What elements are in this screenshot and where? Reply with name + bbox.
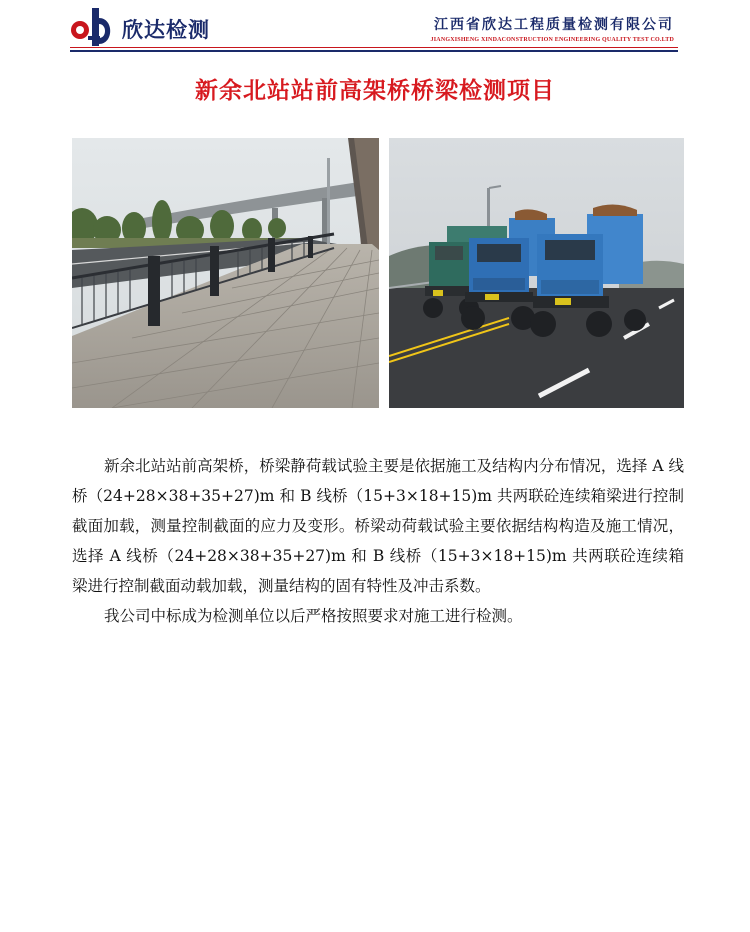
company-name-en: JIANGXISHENG XINDACONSTRUCTION ENGINEERING QUALITY TEST CO.LTD <box>430 37 674 43</box>
logo-text: 欣达检测 <box>122 18 210 42</box>
body-text <box>72 451 684 631</box>
xinda-logo-icon <box>70 6 116 48</box>
bridge-walkway-illustration <box>72 138 379 408</box>
dump-trucks-illustration <box>389 138 684 408</box>
paragraph-1: 新余北站站前高架桥，桥梁静荷载试验主要是依据施工及结构内分布情况，选择 A 线桥（24+28×38+35+27)m 和 B 线桥（15+3×18+15)m 共两联砼连续箱梁进行控制截面加载，测量控制截面的应力及变形。桥梁动荷载试验主要依据结构构造及施工情况，选择 A 线桥（24+28×38+35+27)m 和 B 线桥（15+3×18+15)m 共两联砼连续箱梁进行控制截面动载加载，测量结构的固有特性及冲击系数。 <box>72 457 684 595</box>
bridge-walkway-photo <box>72 138 379 408</box>
paragraph-2: 我公司中标成为检测单位以后严格按照要求对施工进行检测。 <box>104 607 523 625</box>
header-rule-red <box>70 47 678 48</box>
dump-trucks-on-bridge-photo <box>389 138 684 408</box>
header-rule-blue <box>70 50 678 52</box>
company-name-cn: 江西省欣达工程质量检测有限公司 <box>434 17 674 33</box>
page-header <box>0 0 750 58</box>
page-title: 新余北站站前高架桥桥梁检测项目 <box>195 78 555 104</box>
